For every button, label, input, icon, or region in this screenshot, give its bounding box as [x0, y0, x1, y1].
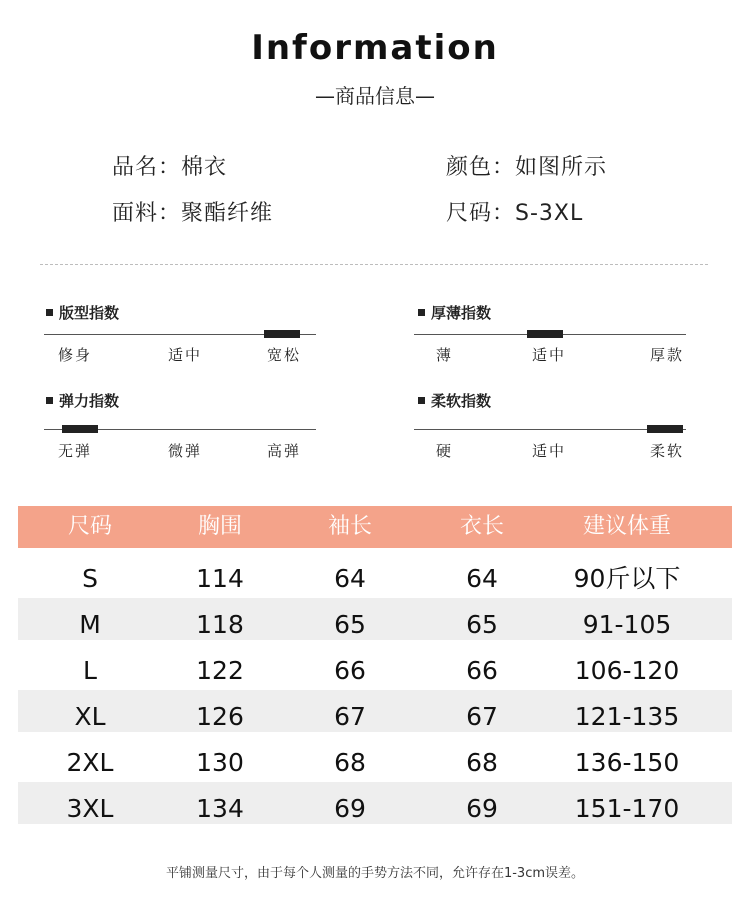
softness-scale-line	[414, 429, 686, 430]
header-weight: 建议体重	[582, 514, 671, 539]
cell-chest: 122	[196, 656, 244, 685]
thickness-index-title: 厚薄指数	[431, 304, 492, 322]
header-size: 尺码	[67, 514, 112, 539]
cell-chest: 118	[196, 610, 244, 639]
softness-label-hard: 硬	[436, 442, 454, 460]
cell-size: 3XL	[66, 794, 114, 823]
product-material: 面料：聚酯纤维	[112, 201, 274, 226]
elasticity-label-high: 高弹	[267, 442, 302, 460]
product-color: 颜色：如图所示	[446, 155, 608, 180]
cell-sleeve: 69	[334, 794, 366, 823]
fit-index-heading	[46, 302, 119, 323]
cell-sleeve: 68	[334, 748, 366, 777]
cell-weight: 151-170	[574, 794, 680, 823]
cell-chest: 130	[196, 748, 244, 777]
square-bullet-icon	[418, 397, 425, 404]
thickness-index-heading	[418, 302, 491, 323]
cell-sleeve: 65	[334, 610, 366, 639]
cell-size: M	[79, 610, 101, 639]
product-size-range: 尺码：S-3XL	[446, 201, 584, 226]
header-length: 衣长	[459, 514, 504, 539]
square-bullet-icon	[46, 397, 53, 404]
fit-scale-marker	[264, 330, 300, 338]
elasticity-index-heading	[46, 390, 119, 411]
softness-label-soft: 柔软	[650, 442, 685, 460]
cell-sleeve: 67	[334, 702, 366, 731]
cell-size: S	[82, 564, 98, 593]
cell-weight: 90斤以下	[573, 564, 681, 593]
cell-weight: 106-120	[574, 656, 680, 685]
elasticity-label-none: 无弹	[58, 442, 93, 460]
softness-index-heading	[418, 390, 491, 411]
cell-size: 2XL	[66, 748, 114, 777]
cell-chest: 126	[196, 702, 244, 731]
fit-index-title: 版型指数	[59, 304, 120, 322]
thickness-scale-marker	[527, 330, 563, 338]
cell-length: 69	[466, 794, 498, 823]
cell-chest: 134	[196, 794, 244, 823]
fit-label-slim: 修身	[58, 346, 93, 364]
cell-weight: 136-150	[574, 748, 680, 777]
elasticity-index-title: 弹力指数	[59, 392, 120, 410]
page-title: Information	[251, 28, 499, 68]
softness-index-title: 柔软指数	[431, 392, 492, 410]
elasticity-label-slight: 微弹	[168, 442, 203, 460]
product-name: 品名：棉衣	[112, 155, 228, 180]
cell-length: 66	[466, 656, 498, 685]
measurement-footnote: 平铺测量尺寸，由于每个人测量的手势方法不同，允许存在1-3cm误差。	[165, 866, 585, 881]
cell-sleeve: 64	[334, 564, 366, 593]
header-sleeve: 袖长	[327, 514, 372, 539]
cell-length: 64	[466, 564, 498, 593]
cell-size: L	[83, 656, 97, 685]
cell-sleeve: 66	[334, 656, 366, 685]
cell-weight: 91-105	[582, 610, 672, 639]
square-bullet-icon	[46, 309, 53, 316]
header-chest: 胸围	[197, 514, 242, 539]
thickness-label-medium: 适中	[532, 346, 567, 364]
cell-chest: 114	[196, 564, 244, 593]
fit-label-loose: 宽松	[267, 346, 302, 364]
cell-weight: 121-135	[574, 702, 680, 731]
square-bullet-icon	[418, 309, 425, 316]
cell-length: 67	[466, 702, 498, 731]
thickness-label-thin: 薄	[436, 346, 454, 364]
softness-label-medium: 适中	[532, 442, 567, 460]
cell-length: 68	[466, 748, 498, 777]
thickness-label-thick: 厚款	[650, 346, 685, 364]
softness-scale-marker	[647, 425, 683, 433]
page-subtitle: —商品信息—	[315, 84, 435, 108]
fit-label-regular: 适中	[168, 346, 203, 364]
cell-length: 65	[466, 610, 498, 639]
cell-size: XL	[74, 702, 106, 731]
section-divider	[40, 264, 708, 265]
elasticity-scale-marker	[62, 425, 98, 433]
